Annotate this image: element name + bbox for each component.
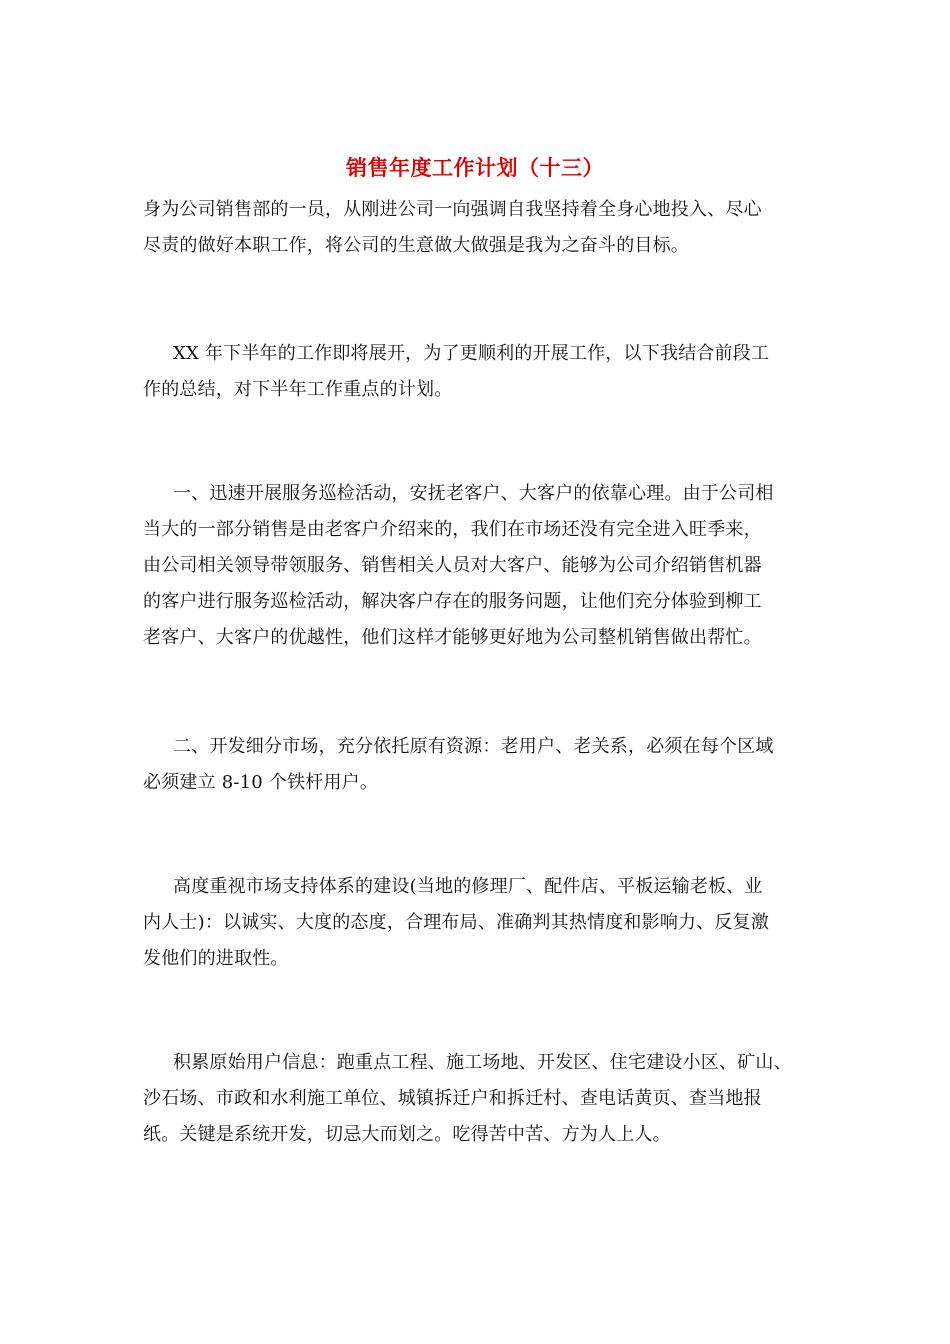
paragraph-5-line-2: 内人士)：以诚实、大度的态度，合理布局、准确判其热情度和影响力、反复激 [143, 912, 770, 933]
paragraph-1-line-1: 身为公司销售部的一员，从刚进公司一向强调自我坚持着全身心地投入、尽心 [143, 199, 762, 220]
paragraph-1-line-2: 尽责的做好本职工作，将公司的生意做大做强是我为之奋斗的目标。 [143, 235, 689, 256]
paragraph-3-line-4: 的客户进行服务巡检活动，解决客户存在的服务问题，让他们充分体验到柳工 [143, 591, 762, 612]
paragraph-3-line-1: 一、迅速开展服务巡检活动，安抚老客户、大客户的依靠心理。由于公司相 [173, 483, 774, 504]
paragraph-5-line-3: 发他们的进取性。 [143, 948, 289, 969]
paragraph-3-line-5: 老客户、大客户的优越性，他们这样才能够更好地为公司整机销售做出帮忙。 [143, 627, 762, 648]
paragraph-4-line-1: 二、开发细分市场，充分依托原有资源：老用户、老关系，必须在每个区域 [173, 736, 774, 757]
paragraph-3-line-3: 由公司相关领导带领服务、销售相关人员对大客户、能够为公司介绍销售机器 [143, 555, 762, 576]
paragraph-4-line-2: 必须建立 8-10 个铁杆用户。 [143, 772, 379, 793]
paragraph-2-line-1: XX 年下半年的工作即将展开，为了更顺利的开展工作，以下我结合前段工 [173, 343, 770, 364]
paragraph-6-line-2: 沙石场、市政和水利施工单位、城镇拆迁户和拆迁村、查电话黄页、查当地报 [143, 1088, 762, 1109]
document-title: 销售年度工作计划（十三） [346, 155, 604, 180]
paragraph-6-line-1: 积累原始用户信息：跑重点工程、施工场地、开发区、住宅建设小区、矿山、 [173, 1052, 792, 1073]
paragraph-6-line-3: 纸。关键是系统开发，切忌大而划之。吃得苦中苦、方为人上人。 [143, 1124, 671, 1145]
paragraph-5-line-1: 高度重视市场支持体系的建设(当地的修理厂、配件店、平板运输老板、业 [173, 876, 763, 897]
paragraph-2-line-2: 作的总结，对下半年工作重点的计划。 [143, 379, 453, 400]
paragraph-3-line-2: 当大的一部分销售是由老客户介绍来的，我们在市场还没有完全进入旺季来， [143, 519, 762, 540]
